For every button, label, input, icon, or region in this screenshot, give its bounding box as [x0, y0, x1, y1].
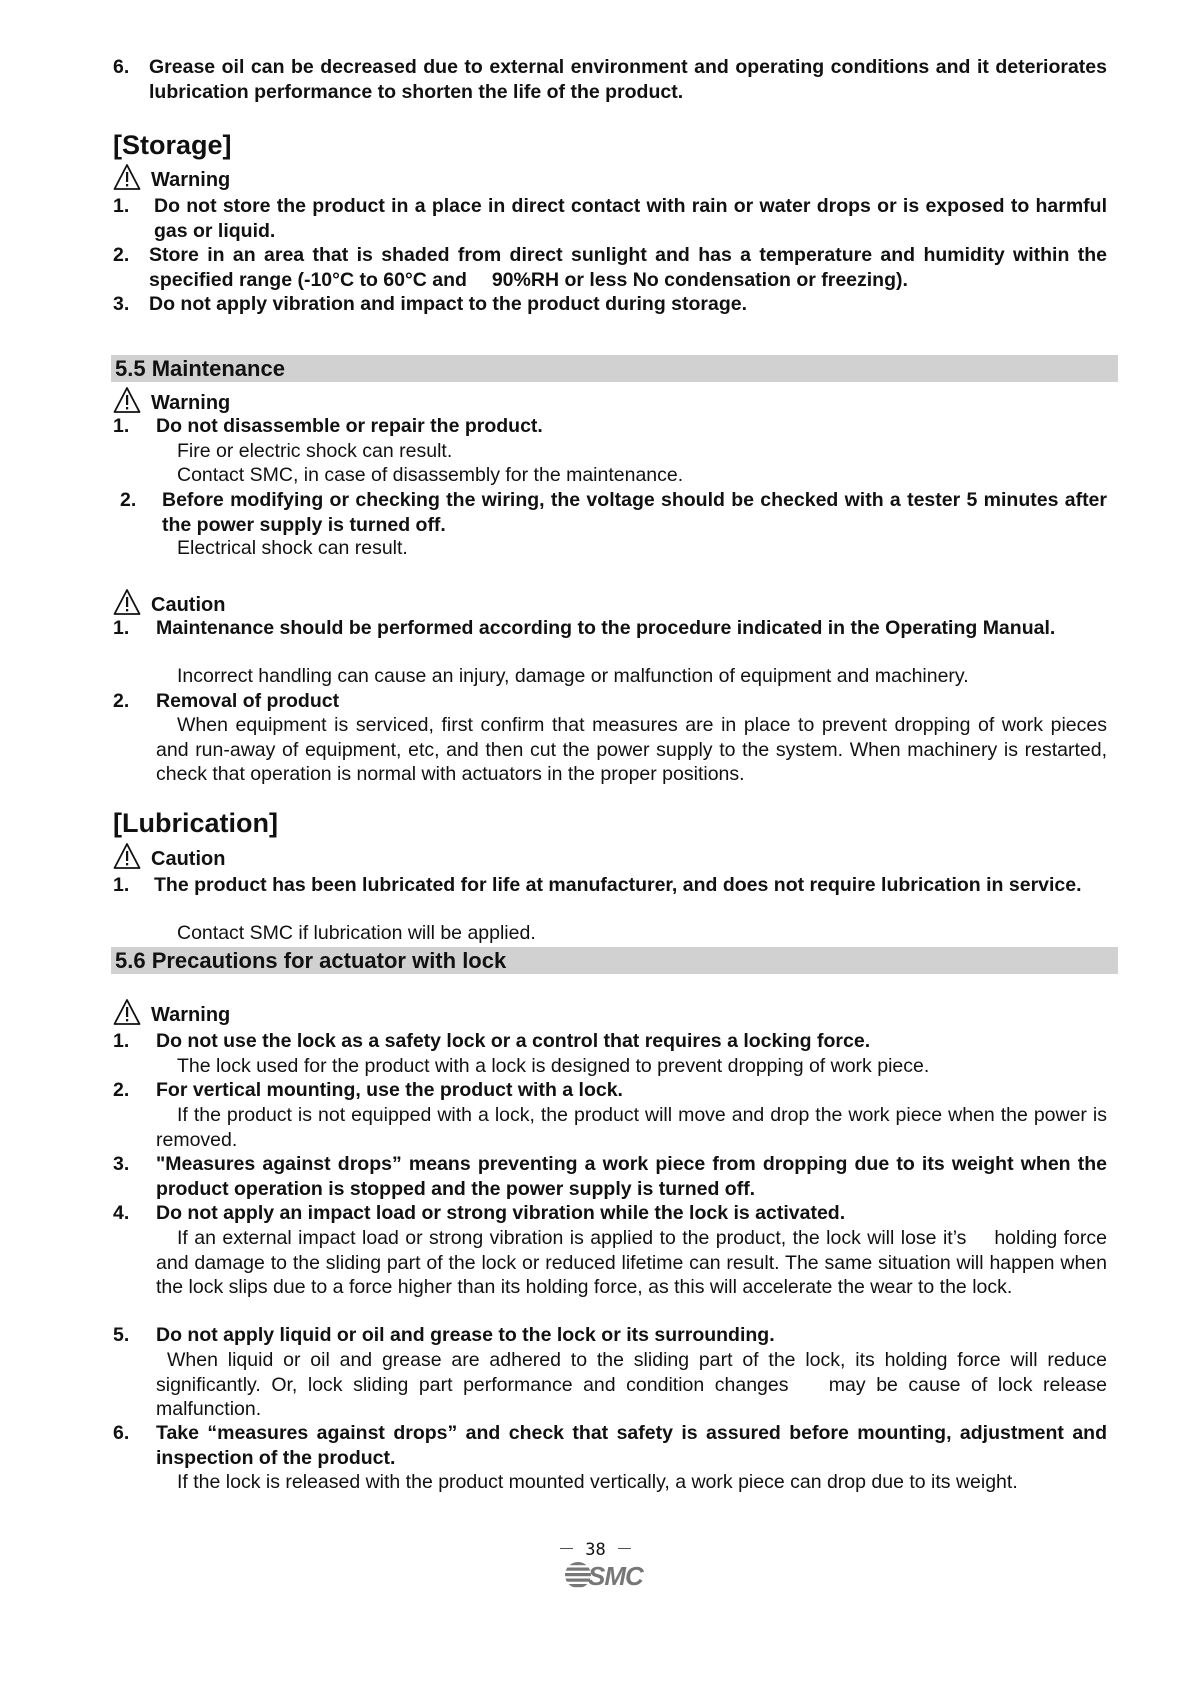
caution-label: Caution: [151, 594, 226, 616]
maintenance-item-note: Contact SMC, in case of disassembly for the maintenance.: [177, 464, 684, 486]
lock-item-note: If the product is not equipped with a lock, the product will move and drop the work piece when the power is removed.: [156, 1104, 1107, 1151]
lubrication-item-text: The product has been lubricated for life at manufacturer, and does not require lubrication in service.: [154, 874, 1082, 896]
lock-item-number: 5.: [113, 1324, 130, 1346]
lubrication-item-number: 1.: [113, 874, 130, 896]
smc-logo-mark: [563, 1558, 663, 1592]
intro-item-text: Grease oil can be decreased due to external environment and operating conditions and it deteriorates lubrication performance to shorten the life of the product.: [149, 56, 1107, 103]
caution-item-note: Incorrect handling can cause an injury, damage or malfunction of equipment and machinery.: [177, 665, 969, 687]
lock-item-note: If an external impact load or strong vibration is applied to the product, the lock will lose it’s holding force and damage to the sliding part of the lock or reduced lifetime can result. The same situation will happen when the lock slips due to a force higher than its holding force, as this will accelerate the wear to the lock.: [156, 1227, 1107, 1298]
maintenance-warning-header: [113, 384, 230, 414]
warning-label: Warning: [151, 169, 231, 191]
warning-label: Warning: [151, 392, 231, 414]
page-number: － 38 －: [558, 1540, 633, 1560]
storage-item-text: Store in an area that is shaded from direct sunlight and has a temperature and humidity within the specified range (-10°C to 60°C and 90%RH or less No condensation or freezing).: [149, 244, 1107, 291]
lock-item-text: Do not apply an impact load or strong vibration while the lock is activated.: [156, 1202, 846, 1224]
warning-triangle-icon: [113, 163, 141, 191]
storage-item-number: 1.: [113, 195, 130, 217]
smc-logo: [563, 1558, 663, 1597]
lubrication-item-note: Contact SMC if lubrication will be applied.: [177, 922, 536, 944]
warning-triangle-icon: [113, 588, 141, 616]
lock-title: 5.6 Precautions for actuator with lock: [115, 948, 507, 973]
logo-text: SMC: [588, 1561, 643, 1591]
caution-label: Caution: [151, 848, 226, 870]
lock-item-note: The lock used for the product with a lock is designed to prevent dropping of work piece.: [177, 1055, 930, 1077]
lubrication-title: [Lubrication]: [113, 808, 278, 838]
storage-item-number: 3.: [113, 293, 130, 315]
warning-label: Warning: [151, 1004, 231, 1026]
maintenance-item-note: Electrical shock can result.: [177, 537, 408, 559]
caution-item-number: 1.: [113, 617, 130, 639]
lock-item-number: 3.: [113, 1153, 130, 1175]
warning-triangle-icon: [113, 998, 141, 1026]
storage-item-text: Do not apply vibration and impact to the product during storage.: [149, 293, 748, 315]
lock-item-text: "Measures against drops” means preventing a work piece from dropping due to its weight when the product operation is stopped and the power supply is turned off.: [156, 1153, 1107, 1200]
warning-triangle-icon: [113, 386, 141, 414]
maintenance-item-number: 2.: [120, 489, 137, 511]
lubrication-caution-header: [113, 840, 225, 870]
lock-item-number: 6.: [113, 1422, 130, 1444]
lock-item-text: Take “measures against drops” and check that safety is assured before mounting, adjustment and inspection of the product.: [156, 1422, 1107, 1469]
lock-warning-header: [113, 996, 230, 1026]
caution-item-text: Removal of product: [156, 690, 340, 712]
maintenance-item-text: Before modifying or checking the wiring, the voltage should be checked with a tester 5 minutes after the power supply is turned off.: [162, 489, 1107, 536]
maintenance-item-note: Fire or electric shock can result.: [177, 440, 453, 462]
maintenance-caution-header: [113, 586, 225, 616]
intro-item-number: 6.: [113, 56, 130, 78]
lock-item-number: 2.: [113, 1079, 130, 1101]
caution-item-note: When equipment is serviced, first confirm that measures are in place to prevent dropping of work pieces and run-away of equipment, etc, and then cut the power supply to the system. When machinery is restarted, check that operation is normal with actuators in the proper positions.: [156, 714, 1107, 785]
lock-item-note: If the lock is released with the product mounted vertically, a work piece can drop due to its weight.: [177, 1471, 1018, 1493]
storage-item-text: Do not store the product in a place in direct contact with rain or water drops or is exposed to harmful gas or liquid.: [154, 195, 1107, 242]
warning-triangle-icon: [113, 842, 141, 870]
lock-item-text: Do not apply liquid or oil and grease to the lock or its surrounding.: [156, 1324, 775, 1346]
lock-item-note: When liquid or oil and grease are adhered to the sliding part of the lock, its holding force will reduce significantly. Or, lock sliding part performance and condition changes may be cause of lock release malfunction.: [156, 1349, 1107, 1420]
maintenance-title: 5.5 Maintenance: [115, 356, 285, 381]
caution-item-text: Maintenance should be performed according to the procedure indicated in the Operating Manual.: [156, 617, 1056, 639]
caution-item-number: 2.: [113, 690, 130, 712]
lock-item-text: Do not use the lock as a safety lock or a control that requires a locking force.: [156, 1030, 871, 1052]
lock-item-number: 4.: [113, 1202, 130, 1224]
maintenance-item-text: Do not disassemble or repair the product.: [156, 415, 543, 437]
storage-title: [Storage]: [113, 130, 232, 160]
lock-item-number: 1.: [113, 1030, 130, 1052]
storage-item-number: 2.: [113, 244, 130, 266]
maintenance-item-number: 1.: [113, 415, 130, 437]
storage-warning-header: [113, 161, 230, 191]
lock-item-text: For vertical mounting, use the product with a lock.: [156, 1079, 623, 1101]
